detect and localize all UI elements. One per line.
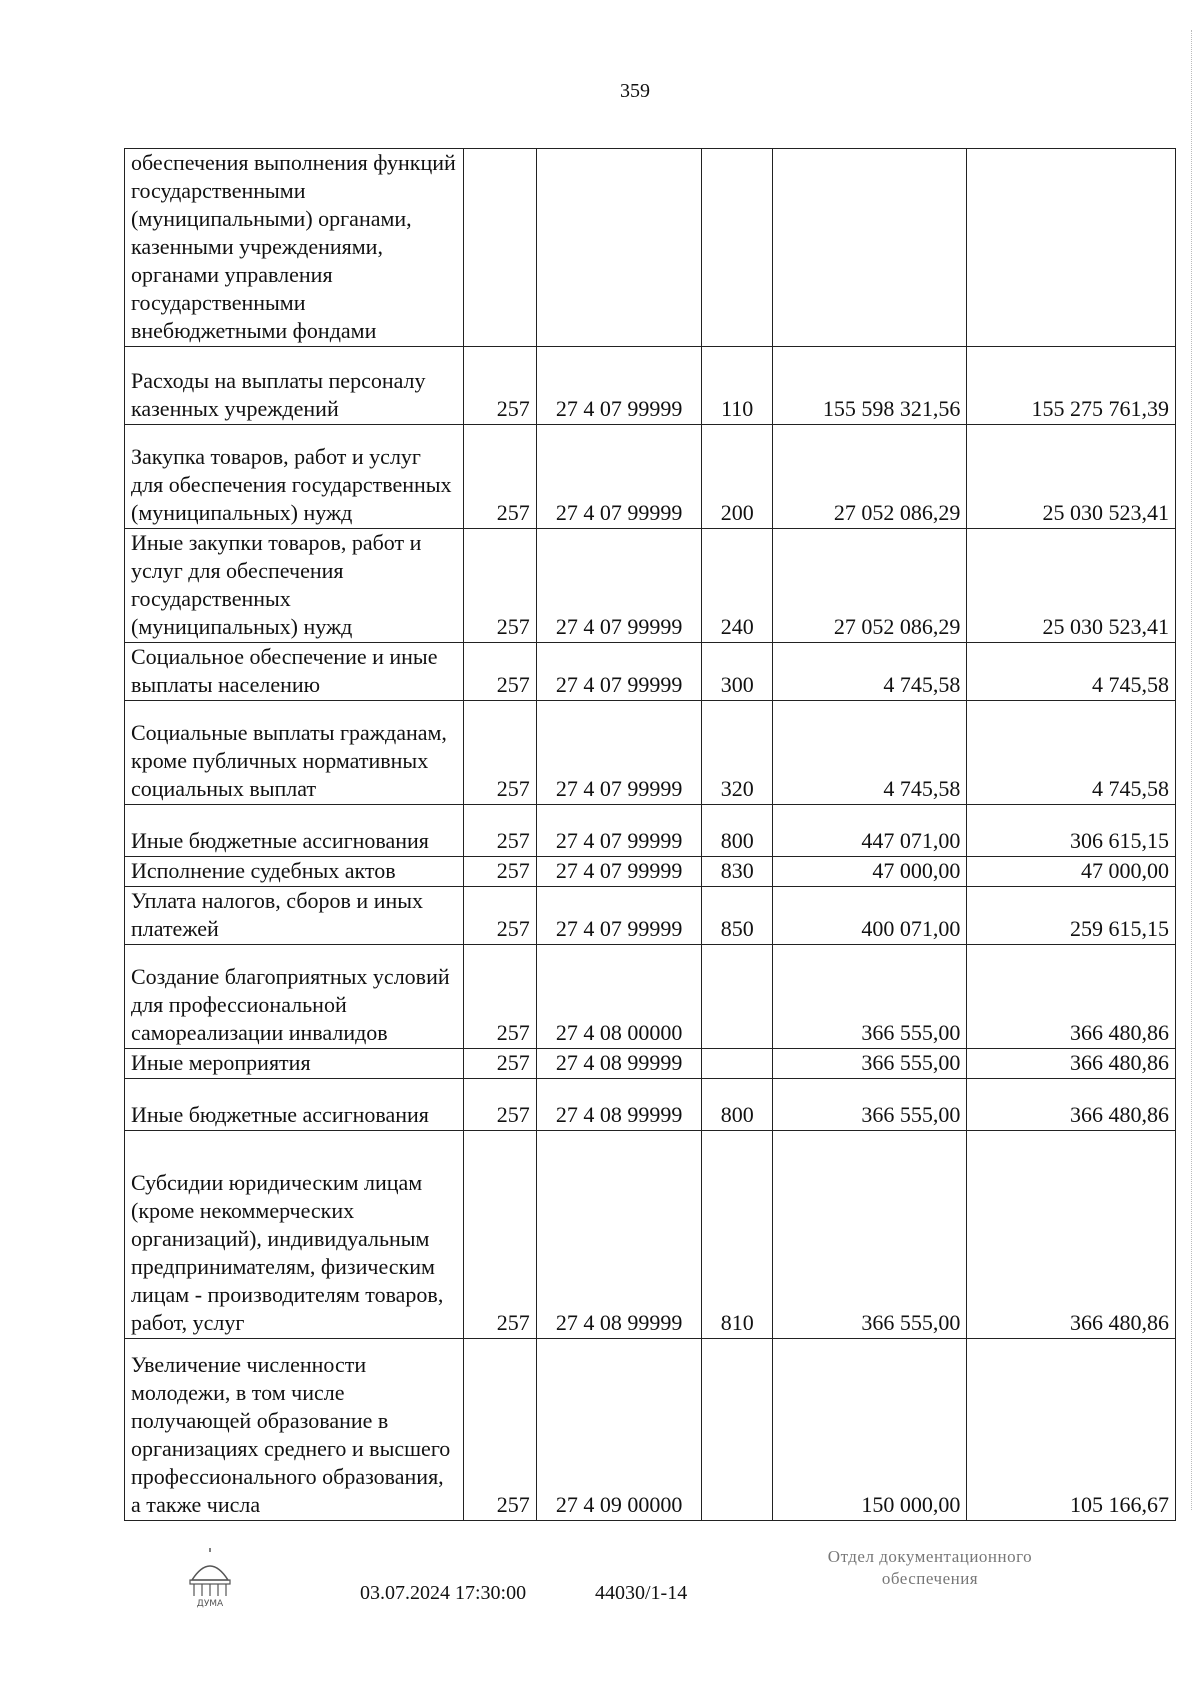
row-expense-kind	[702, 149, 773, 347]
row-actual-amount: 4 745,58	[967, 643, 1176, 701]
department-stamp: Отдел документационного обеспечения	[827, 1547, 1033, 1588]
row-planned-amount: 150 000,00	[773, 1339, 967, 1521]
row-planned-amount: 366 555,00	[773, 1079, 967, 1131]
budget-table	[124, 148, 1176, 1521]
row-target-code: 27 4 08 00000	[536, 945, 702, 1049]
row-planned-amount: 4 745,58	[773, 701, 967, 805]
table-row	[125, 529, 1176, 643]
row-planned-amount: 27 052 086,29	[773, 425, 967, 529]
row-name: обеспечения выполнения функций государственными (муниципальными) органами, казенными учреждениями, органами управления государственными внебюджетными фондами	[125, 149, 464, 347]
row-expense-kind	[702, 1049, 773, 1079]
row-admin-code: 257	[463, 529, 536, 643]
row-name: Уплата налогов, сборов и иных платежей	[125, 887, 464, 945]
row-admin-code: 257	[463, 945, 536, 1049]
footer-datetime: 03.07.2024 17:30:00	[360, 1582, 527, 1604]
row-planned-amount: 366 555,00	[773, 1049, 967, 1079]
row-target-code: 27 4 08 99999	[536, 1049, 702, 1079]
table-row	[125, 1049, 1176, 1079]
svg-text:ДУМА: ДУМА	[196, 1599, 224, 1609]
row-admin-code: 257	[463, 887, 536, 945]
row-target-code: 27 4 08 99999	[536, 1131, 702, 1339]
row-expense-kind: 200	[702, 425, 773, 529]
row-actual-amount: 366 480,86	[967, 1049, 1176, 1079]
table-row	[125, 857, 1176, 887]
row-expense-kind: 800	[702, 1079, 773, 1131]
row-name: Иные мероприятия	[125, 1049, 464, 1079]
row-name: Закупка товаров, работ и услуг для обеспечения государственных (муниципальных) нужд	[125, 425, 464, 529]
row-target-code	[536, 149, 702, 347]
row-name: Создание благоприятных условий для профессиональной самореализации инвалидов	[125, 945, 464, 1049]
row-admin-code: 257	[463, 701, 536, 805]
row-actual-amount: 366 480,86	[967, 1131, 1176, 1339]
duma-logo	[178, 1546, 242, 1610]
row-actual-amount: 25 030 523,41	[967, 529, 1176, 643]
row-planned-amount: 155 598 321,56	[773, 347, 967, 425]
row-admin-code: 257	[463, 347, 536, 425]
row-admin-code: 257	[463, 1131, 536, 1339]
row-target-code: 27 4 07 99999	[536, 643, 702, 701]
table-row	[125, 701, 1176, 805]
row-name: Расходы на выплаты персоналу казенных учреждений	[125, 347, 464, 425]
table-row	[125, 643, 1176, 701]
row-admin-code	[463, 149, 536, 347]
row-planned-amount: 4 745,58	[773, 643, 967, 701]
row-expense-kind: 830	[702, 857, 773, 887]
row-name: Иные бюджетные ассигнования	[125, 805, 464, 857]
page-number: 359	[620, 80, 650, 102]
row-admin-code: 257	[463, 857, 536, 887]
row-planned-amount: 27 052 086,29	[773, 529, 967, 643]
row-admin-code: 257	[463, 1049, 536, 1079]
row-expense-kind: 810	[702, 1131, 773, 1339]
row-expense-kind	[702, 1339, 773, 1521]
table-row	[125, 149, 1176, 347]
row-target-code: 27 4 07 99999	[536, 805, 702, 857]
row-actual-amount: 366 480,86	[967, 945, 1176, 1049]
row-actual-amount: 259 615,15	[967, 887, 1176, 945]
row-target-code: 27 4 07 99999	[536, 529, 702, 643]
table-row	[125, 347, 1176, 425]
row-actual-amount: 4 745,58	[967, 701, 1176, 805]
row-actual-amount: 105 166,67	[967, 1339, 1176, 1521]
row-name: Иные закупки товаров, работ и услуг для обеспечения государственных (муниципальных) нужд	[125, 529, 464, 643]
row-target-code: 27 4 07 99999	[536, 887, 702, 945]
row-planned-amount: 366 555,00	[773, 1131, 967, 1339]
row-admin-code: 257	[463, 643, 536, 701]
row-expense-kind: 110	[702, 347, 773, 425]
row-actual-amount: 155 275 761,39	[967, 347, 1176, 425]
row-expense-kind: 240	[702, 529, 773, 643]
table-row	[125, 1131, 1176, 1339]
table-row	[125, 1339, 1176, 1521]
row-expense-kind: 800	[702, 805, 773, 857]
row-target-code: 27 4 09 00000	[536, 1339, 702, 1521]
footer-doc-number: 44030/1-14	[595, 1582, 688, 1604]
row-name: Иные бюджетные ассигнования	[125, 1079, 464, 1131]
row-actual-amount: 366 480,86	[967, 1079, 1176, 1131]
row-actual-amount: 306 615,15	[967, 805, 1176, 857]
row-planned-amount	[773, 149, 967, 347]
row-planned-amount: 400 071,00	[773, 887, 967, 945]
table-row	[125, 1079, 1176, 1131]
row-expense-kind: 850	[702, 887, 773, 945]
row-planned-amount: 366 555,00	[773, 945, 967, 1049]
table-row	[125, 887, 1176, 945]
row-admin-code: 257	[463, 805, 536, 857]
row-name: Исполнение судебных актов	[125, 857, 464, 887]
row-admin-code: 257	[463, 425, 536, 529]
row-target-code: 27 4 07 99999	[536, 701, 702, 805]
table-row	[125, 805, 1176, 857]
row-expense-kind: 300	[702, 643, 773, 701]
row-actual-amount: 47 000,00	[967, 857, 1176, 887]
table-row	[125, 425, 1176, 529]
row-planned-amount: 447 071,00	[773, 805, 967, 857]
row-name: Социальное обеспечение и иные выплаты населению	[125, 643, 464, 701]
row-target-code: 27 4 07 99999	[536, 347, 702, 425]
row-name: Увеличение численности молодежи, в том числе получающей образование в организациях среднего и высшего профессионального образования, а также числа	[125, 1339, 464, 1521]
row-expense-kind	[702, 945, 773, 1049]
row-name: Социальные выплаты гражданам, кроме публичных нормативных социальных выплат	[125, 701, 464, 805]
row-target-code: 27 4 07 99999	[536, 857, 702, 887]
scan-edge-marks	[1185, 30, 1192, 1510]
row-planned-amount: 47 000,00	[773, 857, 967, 887]
row-actual-amount	[967, 149, 1176, 347]
row-name: Субсидии юридическим лицам (кроме некоммерческих организаций), индивидуальным предпринимателям, физическим лицам - производителям товаров, работ, услуг	[125, 1131, 464, 1339]
row-actual-amount: 25 030 523,41	[967, 425, 1176, 529]
row-admin-code: 257	[463, 1339, 536, 1521]
row-expense-kind: 320	[702, 701, 773, 805]
row-target-code: 27 4 08 99999	[536, 1079, 702, 1131]
table-row	[125, 945, 1176, 1049]
row-target-code: 27 4 07 99999	[536, 425, 702, 529]
row-admin-code: 257	[463, 1079, 536, 1131]
